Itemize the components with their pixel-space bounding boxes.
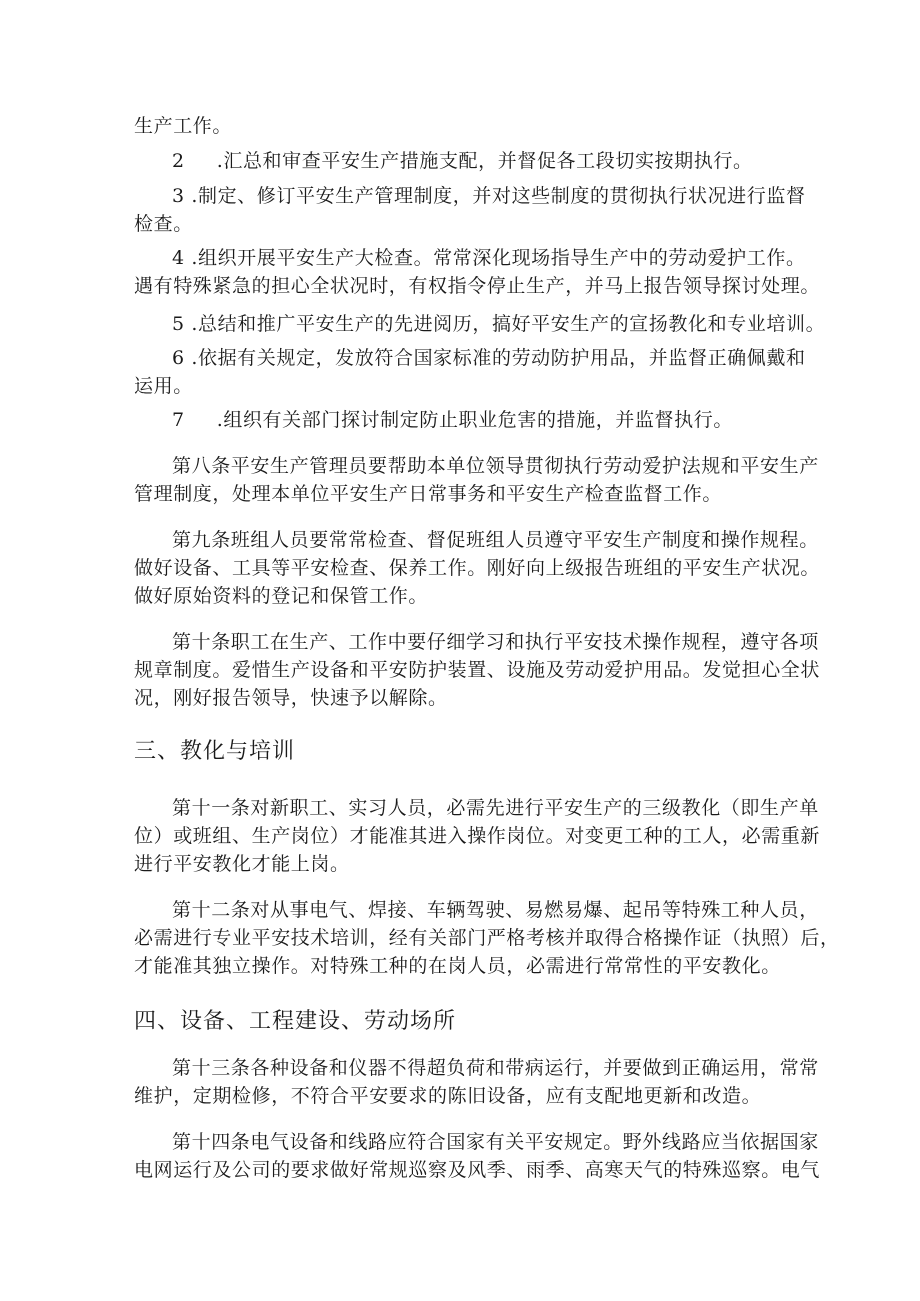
- text-line: 维护，定期检修，不符合平安要求的陈旧设备，应有支配地更新和改造。: [134, 1085, 762, 1107]
- text-line: 才能准其独立操作。对特殊工种的在岗人员，必需进行常常性的平安教化。: [134, 955, 781, 977]
- list-item-4: 4 .组织开展平安生产大检查。常常深化现场指导生产中的劳动爱护工作。: [172, 247, 806, 269]
- list-number: 2: [172, 150, 185, 172]
- list-item-7: [172, 408, 733, 432]
- article-9-line: 第九条班组人员要常常检查、督促班组人员遵守平安生产制度和操作规程。: [172, 529, 819, 551]
- text-line: 生产工作。: [134, 115, 233, 137]
- list-number: 7: [172, 409, 185, 431]
- article-14-line: 第十四条电气设备和线路应符合国家有关平安规定。野外线路应当依据国家: [172, 1131, 819, 1153]
- article-8-line: 第八条平安生产管理员要帮助本单位领导贯彻执行劳动爱护法规和平安生产: [172, 455, 819, 477]
- section-heading-4: 四、设备、工程建设、劳动场所: [134, 1009, 457, 1034]
- text-line: 做好设备、工具等平安检查、保养工作。刚好向上级报告班组的平安生产状况。: [134, 557, 821, 579]
- list-item-2: [172, 149, 753, 173]
- article-10-line: 第十条职工在生产、工作中要仔细学习和执行平安技术操作规程，遵守各项: [172, 631, 819, 653]
- text-line: 检查。: [134, 213, 193, 235]
- text-line: 况，刚好报告领导，快速予以解除。: [134, 687, 448, 709]
- text-line: 进行平安教化才能上岗。: [134, 853, 350, 875]
- article-13-line: 第十三条各种设备和仪器不得超负荷和带病运行，并要做到正确运用，常常: [172, 1057, 819, 1079]
- text-line: 管理制度，处理本单位平安生产日常事务和平安生产检查监督工作。: [134, 483, 723, 505]
- text-line: 电网运行及公司的要求做好常规巡察及风季、雨季、高寒天气的特殊巡察。电气: [134, 1159, 821, 1181]
- list-item-5: 5 .总结和推广平安生产的先进阅历，搞好平安生产的宣扬教化和专业培训。: [172, 313, 826, 335]
- text-line: 位）或班组、生产岗位）才能准其进入操作岗位。对变更工种的工人，必需重新: [134, 825, 821, 847]
- text-line: 遇有特殊紧急的担心全状况时，有权指令停止生产，并马上报告领导探讨处理。: [134, 275, 821, 297]
- text-line: 做好原始资料的登记和保管工作。: [134, 585, 429, 607]
- list-item-6: 6 .依据有关规定，发放符合国家标准的劳动防护用品，并监督正确佩戴和: [172, 347, 806, 369]
- list-item-3: 3 .制定、修订平安生产管理制度，并对这些制度的贯彻执行状况进行监督: [172, 185, 806, 207]
- list-text: .汇总和审查平安生产措施支配，并督促各工段切实按期执行。: [216, 150, 753, 172]
- text-line: 运用。: [134, 375, 193, 397]
- text-line: 规章制度。爱惜生产设备和平安防护装置、设施及劳动爱护用品。发觉担心全状: [134, 659, 821, 681]
- article-11-line: 第十一条对新职工、实习人员，必需先进行平安生产的三级教化（即生产单: [172, 797, 819, 819]
- section-heading-3: 三、教化与培训: [134, 739, 296, 764]
- article-12-line: 第十二条对从事电气、焊接、车辆驾驶、易燃易爆、起吊等特殊工种人员，: [172, 899, 819, 921]
- text-line: 必需进行专业平安技术培训，经有关部门严格考核并取得合格操作证（执照）后，: [134, 927, 840, 949]
- list-text: .组织有关部门探讨制定防止职业危害的措施，并监督执行。: [216, 409, 733, 431]
